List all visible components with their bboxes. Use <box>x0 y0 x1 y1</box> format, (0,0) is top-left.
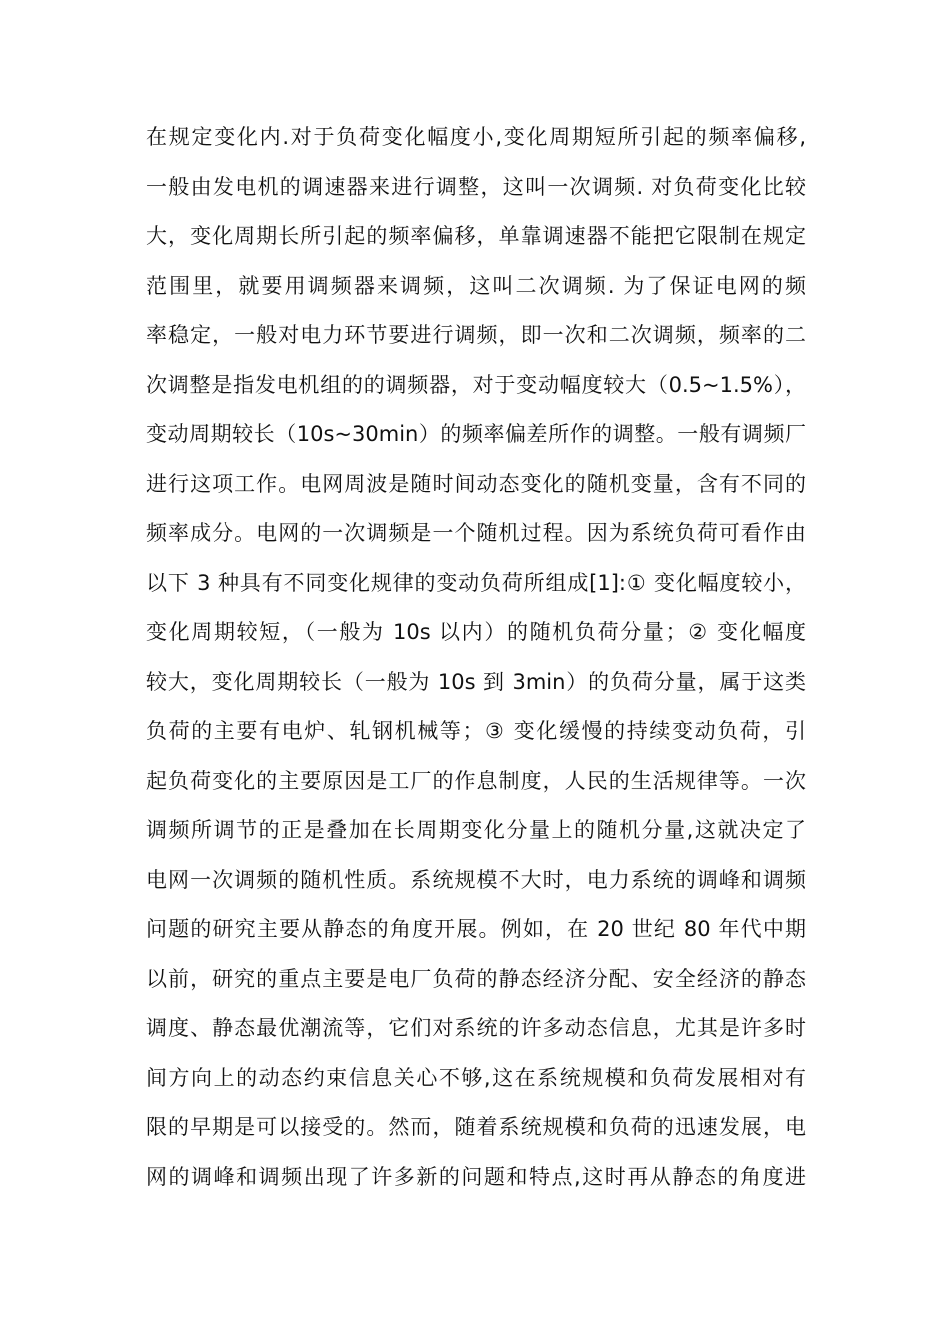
text-line: 变动周期较长（10s~30min）的频率偏差所作的调整。一般有调频厂 <box>146 422 806 446</box>
text-line: 以下 3 种具有不同变化规律的变动负荷所组成[1]:① 变化幅度较小， <box>146 570 806 595</box>
text-line: 负荷的主要有电炉、轧钢机械等；③ 变化缓慢的持续变动负荷，引 <box>146 719 806 743</box>
text-line: 调度、静态最优潮流等，它们对系统的许多动态信息，尤其是许多时 <box>146 1016 806 1040</box>
text-line: 网的调峰和调频出现了许多新的问题和特点,这时再从静态的角度进 <box>146 1164 806 1189</box>
text-line: 电网一次调频的随机性质。系统规模不大时，电力系统的调峰和调频 <box>146 867 806 892</box>
text-line: 一般由发电机的调速器来进行调整，这叫一次调频. 对负荷变化比较 <box>146 174 806 199</box>
text-line: 频率成分。电网的一次调频是一个随机过程。因为系统负荷可看作由 <box>146 521 806 545</box>
text-line: 大，变化周期长所引起的频率偏移，单靠调速器不能把它限制在规定 <box>146 224 806 248</box>
text-line: 次调整是指发电机组的的调频器，对于变动幅度较大（0.5~1.5%）， <box>146 372 806 397</box>
text-line: 问题的研究主要从静态的角度开展。例如，在 20 世纪 80 年代中期 <box>146 917 806 941</box>
text-line: 以前，研究的重点主要是电厂负荷的静态经济分配、安全经济的静态 <box>146 966 806 991</box>
text-line: 较大，变化周期较长（一般为 10s 到 3min）的负荷分量，属于这类 <box>146 669 806 694</box>
text-line: 范围里，就要用调频器来调频，这叫二次调频. 为了保证电网的频 <box>146 273 806 298</box>
text-line: 限的早期是可以接受的。然而，随着系统规模和负荷的迅速发展，电 <box>146 1115 806 1139</box>
text-line: 率稳定，一般对电力环节要进行调频，即一次和二次调频，频率的二 <box>146 323 806 347</box>
text-line: 起负荷变化的主要原因是工厂的作息制度，人民的生活规律等。一次 <box>146 768 806 793</box>
text-line: 进行这项工作。电网周波是随时间动态变化的随机变量，含有不同的 <box>146 471 806 496</box>
body-text <box>146 113 806 1202</box>
text-line: 变化周期较短，（一般为 10s 以内）的随机负荷分量；② 变化幅度 <box>146 620 806 644</box>
text-line: 在规定变化内.对于负荷变化幅度小,变化周期短所引起的频率偏移, <box>146 125 806 149</box>
text-line: 间方向上的动态约束信息关心不够,这在系统规模和负荷发展相对有 <box>146 1065 806 1090</box>
text-line: 调频所调节的正是叠加在长周期变化分量上的随机分量,这就决定了 <box>146 818 806 842</box>
